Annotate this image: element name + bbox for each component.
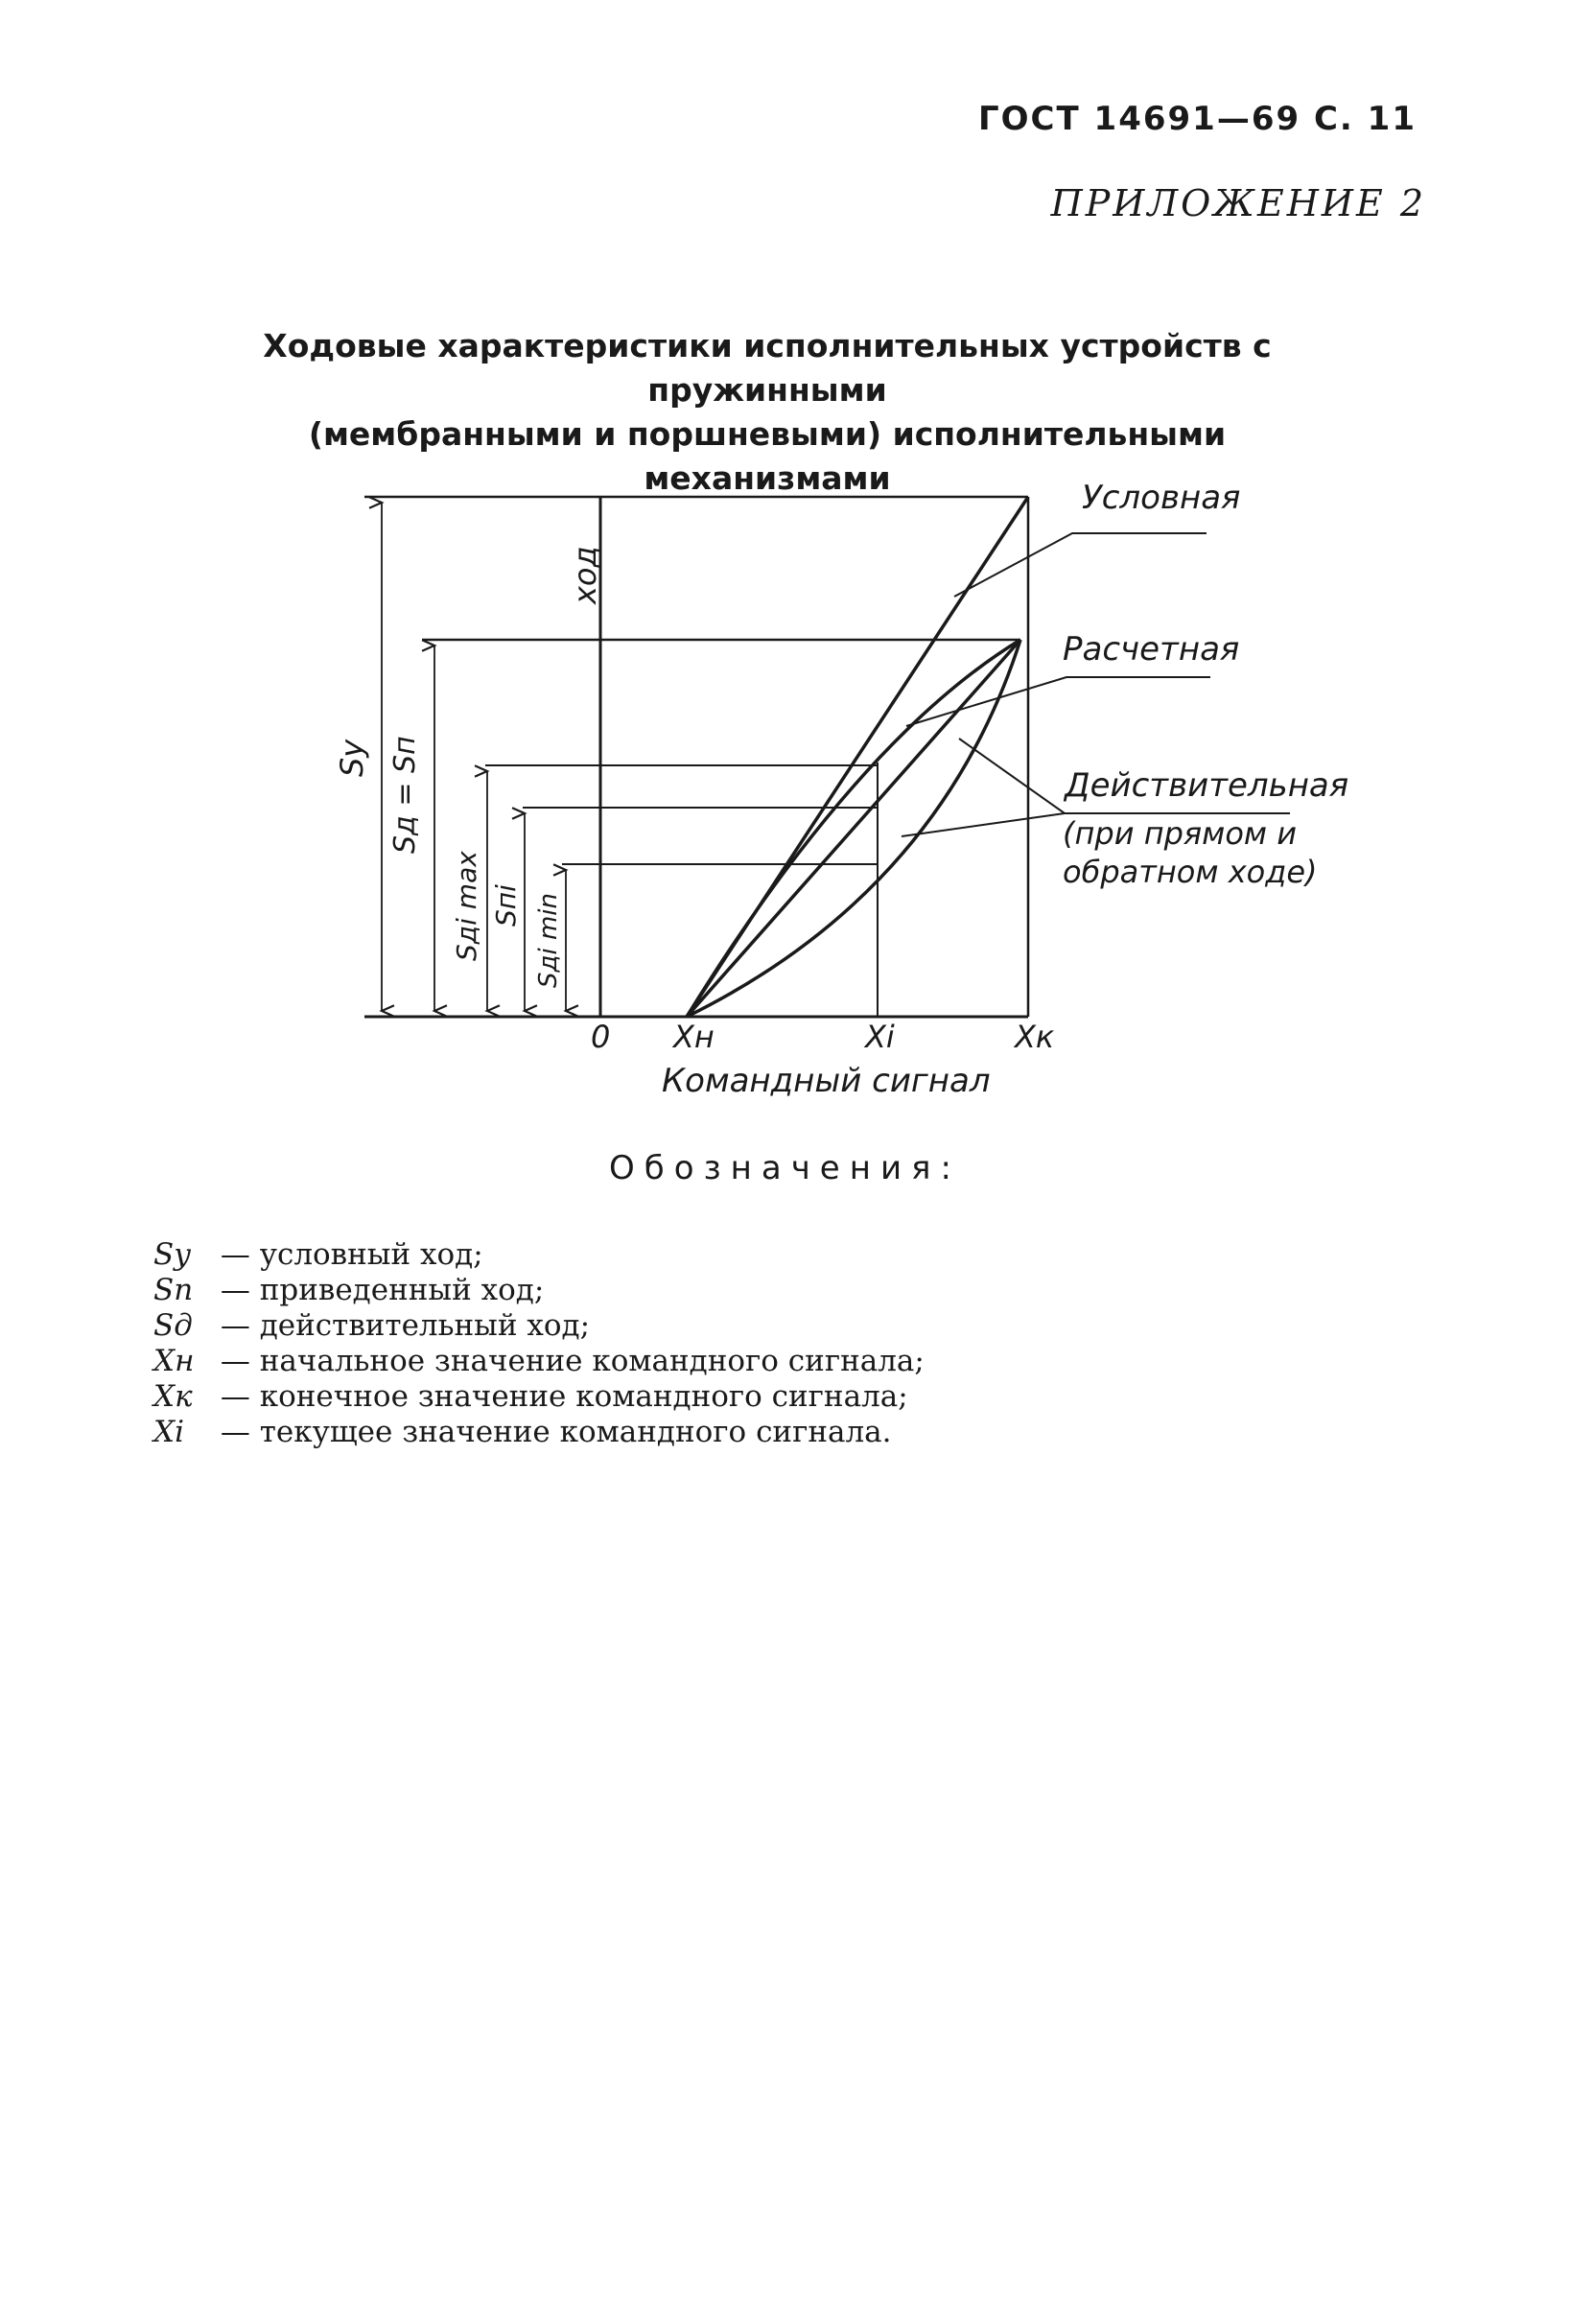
legend-item <box>153 1344 925 1379</box>
curve-calculated <box>687 640 1020 1017</box>
x-tick-xi: Xi <box>865 1019 895 1055</box>
stroke-characteristics-diagram <box>0 0 1570 1151</box>
legend-text: — действительный ход; <box>220 1308 591 1343</box>
appendix-label: ПРИЛОЖЕНИЕ 2 <box>1050 182 1426 224</box>
dim-label-s-pi: Sпi <box>490 884 522 927</box>
leader-conditional <box>954 533 1207 597</box>
legend-item <box>153 1415 925 1450</box>
dim-label-s-d: Sд = Sп <box>388 736 422 854</box>
legend-text: — условный ход; <box>220 1237 483 1272</box>
legend-text: — приведенный ход; <box>220 1273 545 1307</box>
legend-symbol: Xн <box>153 1344 195 1378</box>
label-conditional: Условная <box>1082 479 1241 517</box>
x-axis-label: Командный сигнал <box>662 1062 991 1100</box>
label-calculated: Расчетная <box>1063 630 1240 669</box>
x-tick-origin: 0 <box>591 1019 611 1055</box>
legend-symbol: Sд <box>153 1308 193 1343</box>
legend-text: — текущее значение командного сигнала. <box>220 1415 892 1449</box>
legend-item <box>153 1273 925 1308</box>
legend-text: — конечное значение командного сигнала; <box>220 1379 908 1414</box>
legend-symbol: Sп <box>153 1273 194 1307</box>
x-tick-xk: Xк <box>1015 1019 1055 1055</box>
legend-symbol: Xi <box>153 1415 184 1449</box>
label-actual: Действительная <box>1065 766 1349 805</box>
y-axis-label: ход <box>567 546 603 604</box>
legend-symbol: Sу <box>153 1237 192 1272</box>
legend-list <box>153 1237 925 1450</box>
dim-label-s-di-max: Sдi max <box>451 851 482 961</box>
legend-item <box>153 1237 925 1273</box>
label-actual-note-1: (при прямом и <box>1063 815 1297 852</box>
x-tick-xn: Xн <box>673 1019 715 1055</box>
legend-symbol: Xк <box>153 1379 193 1414</box>
legend-heading: Обозначения: <box>609 1149 961 1187</box>
dim-label-s-y: Sy <box>334 739 370 777</box>
legend-item <box>153 1308 925 1344</box>
dim-label-s-di-min: Sдi min <box>534 893 563 988</box>
label-actual-note-2: обратном ходе) <box>1063 854 1318 890</box>
legend-item <box>153 1379 925 1415</box>
document-title-line-2: (мембранными и поршневыми) исполнительными механизмами <box>308 415 1227 497</box>
document-title-line-1: Ходовые характеристики исполнительных устройств с пружинными <box>263 327 1272 409</box>
page-header: ГОСТ 14691—69 С. 11 <box>977 100 1417 138</box>
legend-text: — начальное значение командного сигнала; <box>220 1344 925 1378</box>
